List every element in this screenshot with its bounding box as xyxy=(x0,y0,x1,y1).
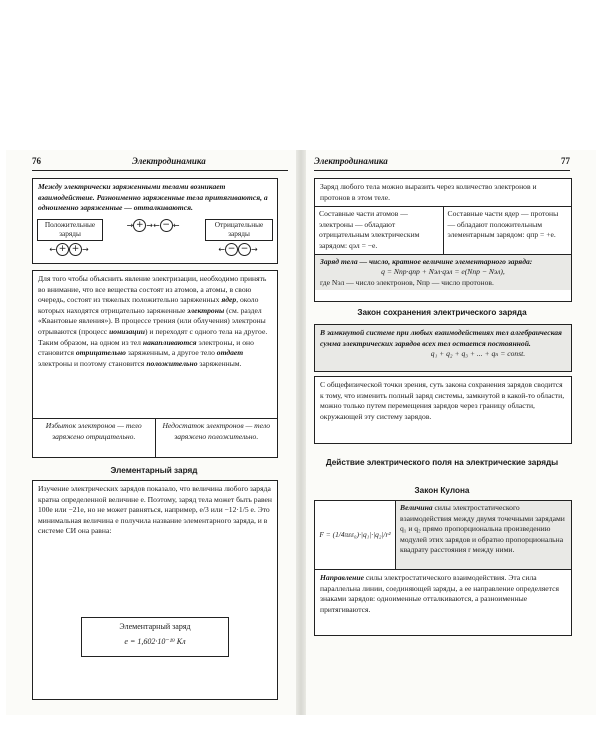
body-charge-def xyxy=(315,255,571,291)
arrow-right-icon: → xyxy=(251,245,258,254)
conservation-explain-text: С общефизической точки зрения, суть закона сохранения зарядов сводится к тому, что изменить полный заряд системы, замкнутой в какой-то области, можно только путем перемещения зарядов через границу области, окружающей эту систему зарядов. xyxy=(320,380,565,421)
plus-charge-icon: + xyxy=(69,243,82,256)
repulsion-minus-diagram xyxy=(205,243,271,259)
arrow-right-icon: → xyxy=(126,221,134,230)
arrow-left-icon: ← xyxy=(172,221,180,230)
conservation-law-text: В замкнутой системе при любых взаимодействиях тел алгебраическая сумма электрических зарядов всех тел остается постоянной. xyxy=(320,328,562,348)
conservation-law-box xyxy=(314,324,572,372)
electrization-text: Для того чтобы объяснить явление электризации, необходимо принять во внимание, что все вещества состоят из атомов, а атомы, в свою очередь, состоят из тяжелых положительно заряженных ядер, около которых находятся отрицательно заряженные электроны (см. раздел «Квантовые явления»). В процессе трения (или облучения) электроны отрываются (процесс ионизации) и переходят с одного тела на другое. Таким образом, на одном из тел накапливаются электроны, и оно становится отрицательно заряженным, а другое тело отдает электроны и поэтому становится положительно заряженным. xyxy=(38,274,268,368)
left-running-title: Электродинамика xyxy=(132,156,206,166)
minus-charge-icon: − xyxy=(225,243,238,256)
coulomb-direction-cell: Направление силы электростатического взаимодействия. Эта сила параллельна линии, соединяющей заряды, а ее направление определяется знаками зарядов: одноименные отталкиваются, а разноименные притягиваются. xyxy=(320,573,559,614)
coulomb-law-title: Закон Кулона xyxy=(414,486,470,495)
conservation-formula: q₁ + q₂ + q₃ + ... + qₙ = const. xyxy=(430,349,526,359)
coulomb-law-box xyxy=(314,500,572,636)
left-page xyxy=(6,150,296,715)
right-header xyxy=(314,156,570,171)
excess-cell: Избыток электронов — тело заряжено отрицательно. xyxy=(33,419,156,457)
coulomb-formula: F = (1/4πεε₀)·|q₁|·|q₂|/r² xyxy=(315,501,396,569)
negative-label: Отрицательные заряды xyxy=(205,219,273,241)
protons-cell: Составные части ядер — протоны — обладают положительным элементарным зарядом: qпр = +e. xyxy=(447,209,559,240)
right-page xyxy=(306,150,596,715)
conservation-title: Закон сохранения электрического заряда xyxy=(357,308,527,317)
coulomb-value-cell: Величина силы электростатического взаимодействия между двумя точечными зарядами q₁ и q₂ прямо пропорциональна произведению модулей этих зарядов и обратно пропорциональна квадрату расстояния r между ними. xyxy=(396,501,571,569)
book-gutter xyxy=(296,150,306,715)
left-page-number: 76 xyxy=(32,156,41,166)
elementary-charge-label: Элементарный заряд xyxy=(119,622,191,631)
elementary-charge-box xyxy=(32,480,278,700)
excess-deficit-row xyxy=(33,418,277,457)
elementary-charge-title: Элементарный заряд xyxy=(110,466,198,475)
plus-charge-icon: + xyxy=(133,219,146,232)
arrow-left-icon: ← xyxy=(49,245,56,254)
body-charge-where: где Nэл — число электронов, Nпр — число протонов. xyxy=(320,277,494,287)
electrization-box xyxy=(32,270,278,458)
arrow-left-icon: ← xyxy=(153,221,160,230)
arrow-right-icon: → xyxy=(146,221,153,230)
minus-charge-icon: − xyxy=(238,243,251,256)
field-action-title: Действие электрического поля на электрические заряды xyxy=(325,458,559,467)
arrow-left-icon: ← xyxy=(218,245,225,254)
elementary-charge-formula: e = 1,602·10⁻¹⁹ Кл xyxy=(124,636,186,646)
body-charge-statement: Заряд тела — число, кратное величине элементарного заряда: xyxy=(320,256,533,266)
attraction-diagram xyxy=(113,219,193,239)
positive-label: Положительные заряды xyxy=(37,219,103,241)
interaction-box xyxy=(32,178,278,264)
conservation-explain-box xyxy=(314,376,572,444)
coulomb-top-row xyxy=(315,501,571,570)
body-charge-intro: Заряд любого тела можно выразить через количество электронов и протонов в этом теле. xyxy=(320,182,537,202)
deficit-cell: Недостаток электронов — тело заряжено положительно. xyxy=(162,421,271,441)
right-page-number: 77 xyxy=(561,156,570,166)
body-charge-formula: q = Nпр·qпр + Nэл·qэл = e(Nпр − Nэл), xyxy=(381,267,505,277)
plus-charge-icon: + xyxy=(56,243,69,256)
arrow-right-icon: → xyxy=(82,245,89,254)
elementary-charge-formula-box xyxy=(81,617,229,657)
interaction-text: Между электрически заряженными телами возникает взаимодействие. Разноименно заряженные тела притягиваются, а одноименно заряженные — отталкиваются. xyxy=(38,182,268,213)
particles-row xyxy=(315,206,571,254)
minus-charge-icon: − xyxy=(160,219,173,232)
left-header xyxy=(32,156,288,171)
right-running-title: Электродинамика xyxy=(314,156,388,166)
elementary-charge-text: Изучение электрических зарядов показало, что величина любого заряда кратна определенной величине e. Поэтому, заряд тела может быть равен 100e или −21e, но не может равняться, например, e/3 или −12·1/5 e. Это минимальная величина e получила название элементарного заряда, и в системе СИ она равна: xyxy=(38,484,272,536)
repulsion-plus-diagram xyxy=(37,243,101,259)
electrons-cell: Составные части атомов — электроны — обладают отрицательным электрическим зарядом: qэл = −e. xyxy=(315,207,444,253)
body-charge-box xyxy=(314,178,572,302)
